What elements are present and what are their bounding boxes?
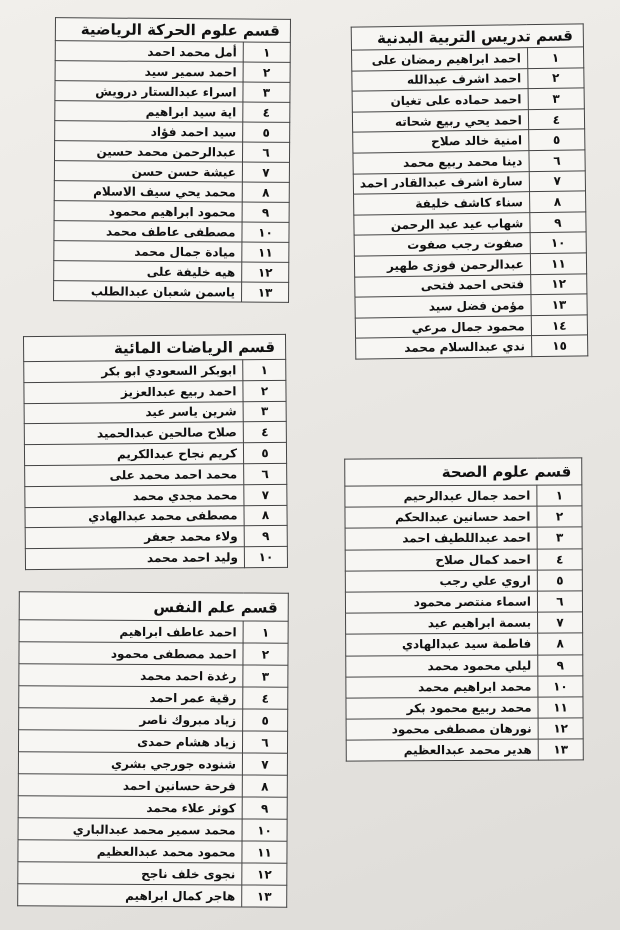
student-name: مصطفى محمد عبدالهادي — [25, 505, 244, 528]
student-name: احمد سمير سيد — [55, 61, 243, 82]
student-name: نجوى خلف ناجح — [18, 862, 242, 885]
table-row — [24, 359, 286, 382]
table-row — [345, 506, 582, 528]
row-number: ٧ — [538, 612, 583, 633]
table-row — [24, 401, 286, 424]
table-row — [18, 774, 287, 797]
student-name: زياد هشام حمدى — [18, 730, 242, 753]
student-name: ندي عبدالسلام محمد — [356, 336, 532, 359]
row-number: ١٣ — [242, 282, 289, 302]
row-number: ١ — [243, 621, 288, 643]
row-number: ٤ — [243, 422, 286, 443]
row-number: ٨ — [529, 191, 586, 212]
table-row — [345, 485, 582, 507]
row-number: ٣ — [243, 82, 290, 102]
row-number: ٢ — [243, 643, 288, 665]
student-name: عبدالرحمن محمد حسين — [54, 141, 242, 162]
student-name: صفوت رجب صفوت — [354, 233, 530, 256]
student-name: صلاح صالحين عبدالحميد — [24, 422, 243, 445]
row-number: ١١ — [530, 253, 587, 274]
row-number: ١٠ — [244, 547, 287, 568]
row-number: ١١ — [242, 841, 287, 863]
student-name: سناء كاشف خليفة — [354, 192, 530, 215]
table-row — [54, 241, 289, 263]
row-number: ٩ — [530, 212, 587, 233]
student-name: هدير محمد عبدالعظيم — [346, 739, 538, 761]
row-number: ٣ — [243, 665, 288, 687]
table-row — [24, 422, 286, 445]
table-row — [54, 281, 289, 303]
table-row — [55, 121, 290, 143]
student-name: احمد حسانين عبدالحكم — [345, 506, 537, 528]
student-name: فتحى احمد فتحى — [355, 274, 531, 297]
row-number: ١٥ — [531, 335, 588, 356]
table-row — [346, 633, 583, 655]
row-number: ٦ — [242, 142, 289, 162]
student-name: عيشة حسن حسن — [54, 161, 242, 182]
table-row — [18, 884, 287, 907]
row-number: ١٣ — [538, 739, 583, 760]
table-row — [18, 730, 287, 753]
student-name: محمد مجدي محمد — [25, 485, 244, 508]
row-number: ٢ — [243, 62, 290, 82]
student-name: محمود ابراهيم محمود — [54, 201, 242, 222]
student-name: شرين ياسر عيد — [24, 401, 243, 424]
student-name: ابوبكر السعودي ابو بكر — [24, 360, 243, 383]
row-number: ٢ — [243, 380, 286, 401]
row-number: ٣ — [528, 88, 585, 109]
student-name: محمد سمير محمد عبدالباري — [18, 818, 242, 841]
student-name: زياد مبروك ناصر — [19, 708, 243, 731]
student-name: احمد اشرف عبدالله — [352, 68, 528, 91]
student-name: اية سيد ابراهيم — [55, 101, 243, 122]
department-title: قسم الرياضات المائية — [23, 334, 285, 361]
row-number: ١٢ — [530, 273, 587, 294]
student-name: امنية خالد صلاح — [353, 130, 529, 153]
student-name: فاطمة سيد عبدالهادي — [346, 633, 538, 655]
table-row — [55, 81, 290, 103]
student-name: كريم نجاح عبدالكريم — [24, 443, 243, 466]
row-number: ٥ — [528, 129, 585, 150]
row-number: ١ — [243, 359, 286, 380]
row-number: ٩ — [242, 202, 289, 222]
department-title: قسم علوم الصحة — [345, 458, 582, 486]
student-name: ولاء محمد جعفر — [25, 526, 244, 549]
student-name: دينا محمد ربيع محمد — [353, 151, 529, 174]
row-number: ٥ — [243, 122, 290, 142]
table-row — [55, 41, 290, 63]
table-row — [346, 739, 583, 761]
table-row — [345, 548, 582, 570]
student-name: احمد جمال عبدالرحيم — [345, 485, 537, 507]
row-number: ١٠ — [538, 676, 583, 697]
department-table-aquatic-sports — [23, 334, 288, 570]
student-name: محمود جمال مرعي — [355, 315, 531, 338]
row-number: ١١ — [538, 697, 583, 718]
department-header-row — [345, 458, 582, 486]
row-number: ١ — [537, 485, 582, 506]
table-row — [345, 570, 582, 592]
row-number: ٦ — [529, 150, 586, 171]
table-row — [346, 697, 583, 719]
department-title: قسم تدريس التربية البدنية — [351, 24, 583, 50]
table-row — [346, 654, 583, 676]
table-row — [18, 752, 287, 775]
student-name: محمد يحي سيف الاسلام — [54, 181, 242, 202]
row-number: ١ — [243, 42, 290, 62]
student-name: هاجر كمال ابراهيم — [18, 884, 242, 907]
student-name: ليلي محمود محمد — [346, 655, 538, 677]
table-row — [25, 463, 287, 486]
row-number: ٦ — [242, 731, 287, 753]
table-row — [345, 591, 582, 613]
student-name: رغدة احمد محمد — [19, 664, 243, 687]
student-name: مؤمن فضل سيد — [355, 295, 531, 318]
table-row — [18, 862, 287, 885]
student-name: احمد عاطف ابراهيم — [19, 620, 243, 643]
row-number: ٣ — [243, 401, 286, 422]
row-number: ٧ — [242, 162, 289, 182]
department-title: قسم علوم الحركة الرياضية — [55, 18, 290, 43]
table-row — [19, 620, 288, 643]
row-number: ٩ — [538, 654, 583, 675]
student-name: احمد ربيع عبدالعزيز — [24, 381, 243, 404]
student-name: اروي علي رجب — [345, 570, 537, 592]
table-row — [19, 664, 288, 687]
row-number: ٢ — [528, 67, 585, 88]
student-name: ياسمن شعبان عبدالطلب — [54, 281, 242, 302]
table-row — [25, 547, 287, 570]
table-row — [54, 141, 289, 163]
row-number: ٦ — [244, 463, 287, 484]
student-name: وليد احمد محمد — [25, 547, 244, 570]
row-number: ٧ — [529, 170, 586, 191]
student-name: احمد يحي ربيع شحاته — [352, 109, 528, 132]
table-row — [18, 818, 287, 841]
row-number: ٨ — [242, 775, 287, 797]
table-row — [25, 505, 287, 528]
row-number: ١٤ — [531, 315, 588, 336]
table-row — [346, 612, 583, 634]
department-header-row — [23, 334, 285, 361]
student-name: محمود محمد عبدالعظيم — [18, 840, 242, 863]
table-row — [18, 796, 287, 819]
table-row — [346, 718, 583, 740]
table-row — [25, 526, 287, 549]
table-row — [25, 484, 287, 507]
department-table-pe-teaching — [351, 23, 589, 359]
table-row — [54, 221, 289, 243]
table-row — [19, 708, 288, 731]
table-row — [345, 527, 582, 549]
student-name: اسماء منتصر محمود — [345, 591, 537, 613]
table-row — [19, 686, 288, 709]
table-row — [24, 443, 286, 466]
student-name: محمد ربيع محمود بكر — [346, 697, 538, 719]
department-title: قسم علم النفس — [19, 592, 288, 621]
table-row — [19, 642, 288, 665]
row-number: ٢ — [537, 506, 582, 527]
row-number: ١٠ — [530, 232, 587, 253]
student-name: احمد مصطفى محمود — [19, 642, 243, 665]
student-name: أمل محمد احمد — [55, 41, 243, 62]
department-header-row — [55, 18, 290, 43]
table-row — [54, 201, 289, 223]
table-row — [54, 181, 289, 203]
table-row — [24, 380, 286, 403]
student-name: احمد ابراهيم رمضان على — [352, 48, 528, 71]
row-number: ١٣ — [531, 294, 588, 315]
row-number: ٧ — [244, 484, 287, 505]
student-name: هيه خليفة على — [54, 261, 242, 282]
department-header-row — [351, 24, 583, 50]
row-number: ٨ — [242, 182, 289, 202]
row-number: ٨ — [244, 505, 287, 526]
table-row — [356, 335, 588, 359]
student-name: بسمة ابراهيم عيد — [346, 612, 538, 634]
row-number: ٥ — [537, 570, 582, 591]
student-name: كوثر علاء محمد — [18, 796, 242, 819]
row-number: ٤ — [528, 109, 585, 130]
student-name: محمد ابراهيم محمد — [346, 676, 538, 698]
table-row — [54, 261, 289, 283]
student-name: رقية عمر احمد — [19, 686, 243, 709]
row-number: ٥ — [243, 709, 288, 731]
department-table-psychology — [17, 591, 289, 907]
student-name: اسراء عبدالستار درويش — [55, 81, 243, 102]
row-number: ١٠ — [242, 222, 289, 242]
student-name: شهاب عيد عبد الرحمن — [354, 212, 530, 235]
student-name: سيد احمد فؤاد — [55, 121, 243, 142]
row-number: ٩ — [242, 797, 287, 819]
row-number: ٦ — [537, 591, 582, 612]
table-row — [18, 840, 287, 863]
student-name: نورهان مصطفى محمود — [346, 718, 538, 740]
student-name: احمد كمال صلاح — [345, 549, 537, 571]
row-number: ٧ — [242, 753, 287, 775]
row-number: ١٢ — [242, 262, 289, 282]
student-name: عبدالرحمن فوزى طهير — [354, 254, 530, 277]
row-number: ٥ — [243, 443, 286, 464]
row-number: ١٢ — [242, 863, 287, 885]
row-number: ١١ — [242, 242, 289, 262]
row-number: ٤ — [537, 548, 582, 569]
row-number: ١٠ — [242, 819, 287, 841]
row-number: ٨ — [538, 633, 583, 654]
student-name: احمد حماده على تغيان — [352, 89, 528, 112]
row-number: ١٢ — [538, 718, 583, 739]
department-table-health-sciences — [344, 457, 584, 762]
row-number: ٩ — [244, 526, 287, 547]
student-name: سارة اشرف عبدالقادر احمد — [353, 171, 529, 194]
row-number: ١ — [527, 47, 584, 68]
table-row — [55, 101, 290, 123]
student-name: ميادة جمال محمد — [54, 241, 242, 262]
student-name: شنوده جورجي بشري — [18, 752, 242, 775]
department-header-row — [19, 592, 288, 621]
row-number: ٤ — [243, 687, 288, 709]
student-name: فرحة حسانين احمد — [18, 774, 242, 797]
row-number: ١٣ — [242, 885, 287, 907]
table-row — [346, 676, 583, 698]
student-name: احمد عبداللطيف احمد — [345, 527, 537, 549]
row-number: ٤ — [243, 102, 290, 122]
table-row — [54, 161, 289, 183]
row-number: ٣ — [537, 527, 582, 548]
table-row — [55, 61, 290, 83]
student-name: محمد احمد محمد على — [25, 464, 244, 487]
department-table-sport-movement — [53, 17, 291, 303]
student-name: مصطفى عاطف محمد — [54, 221, 242, 242]
